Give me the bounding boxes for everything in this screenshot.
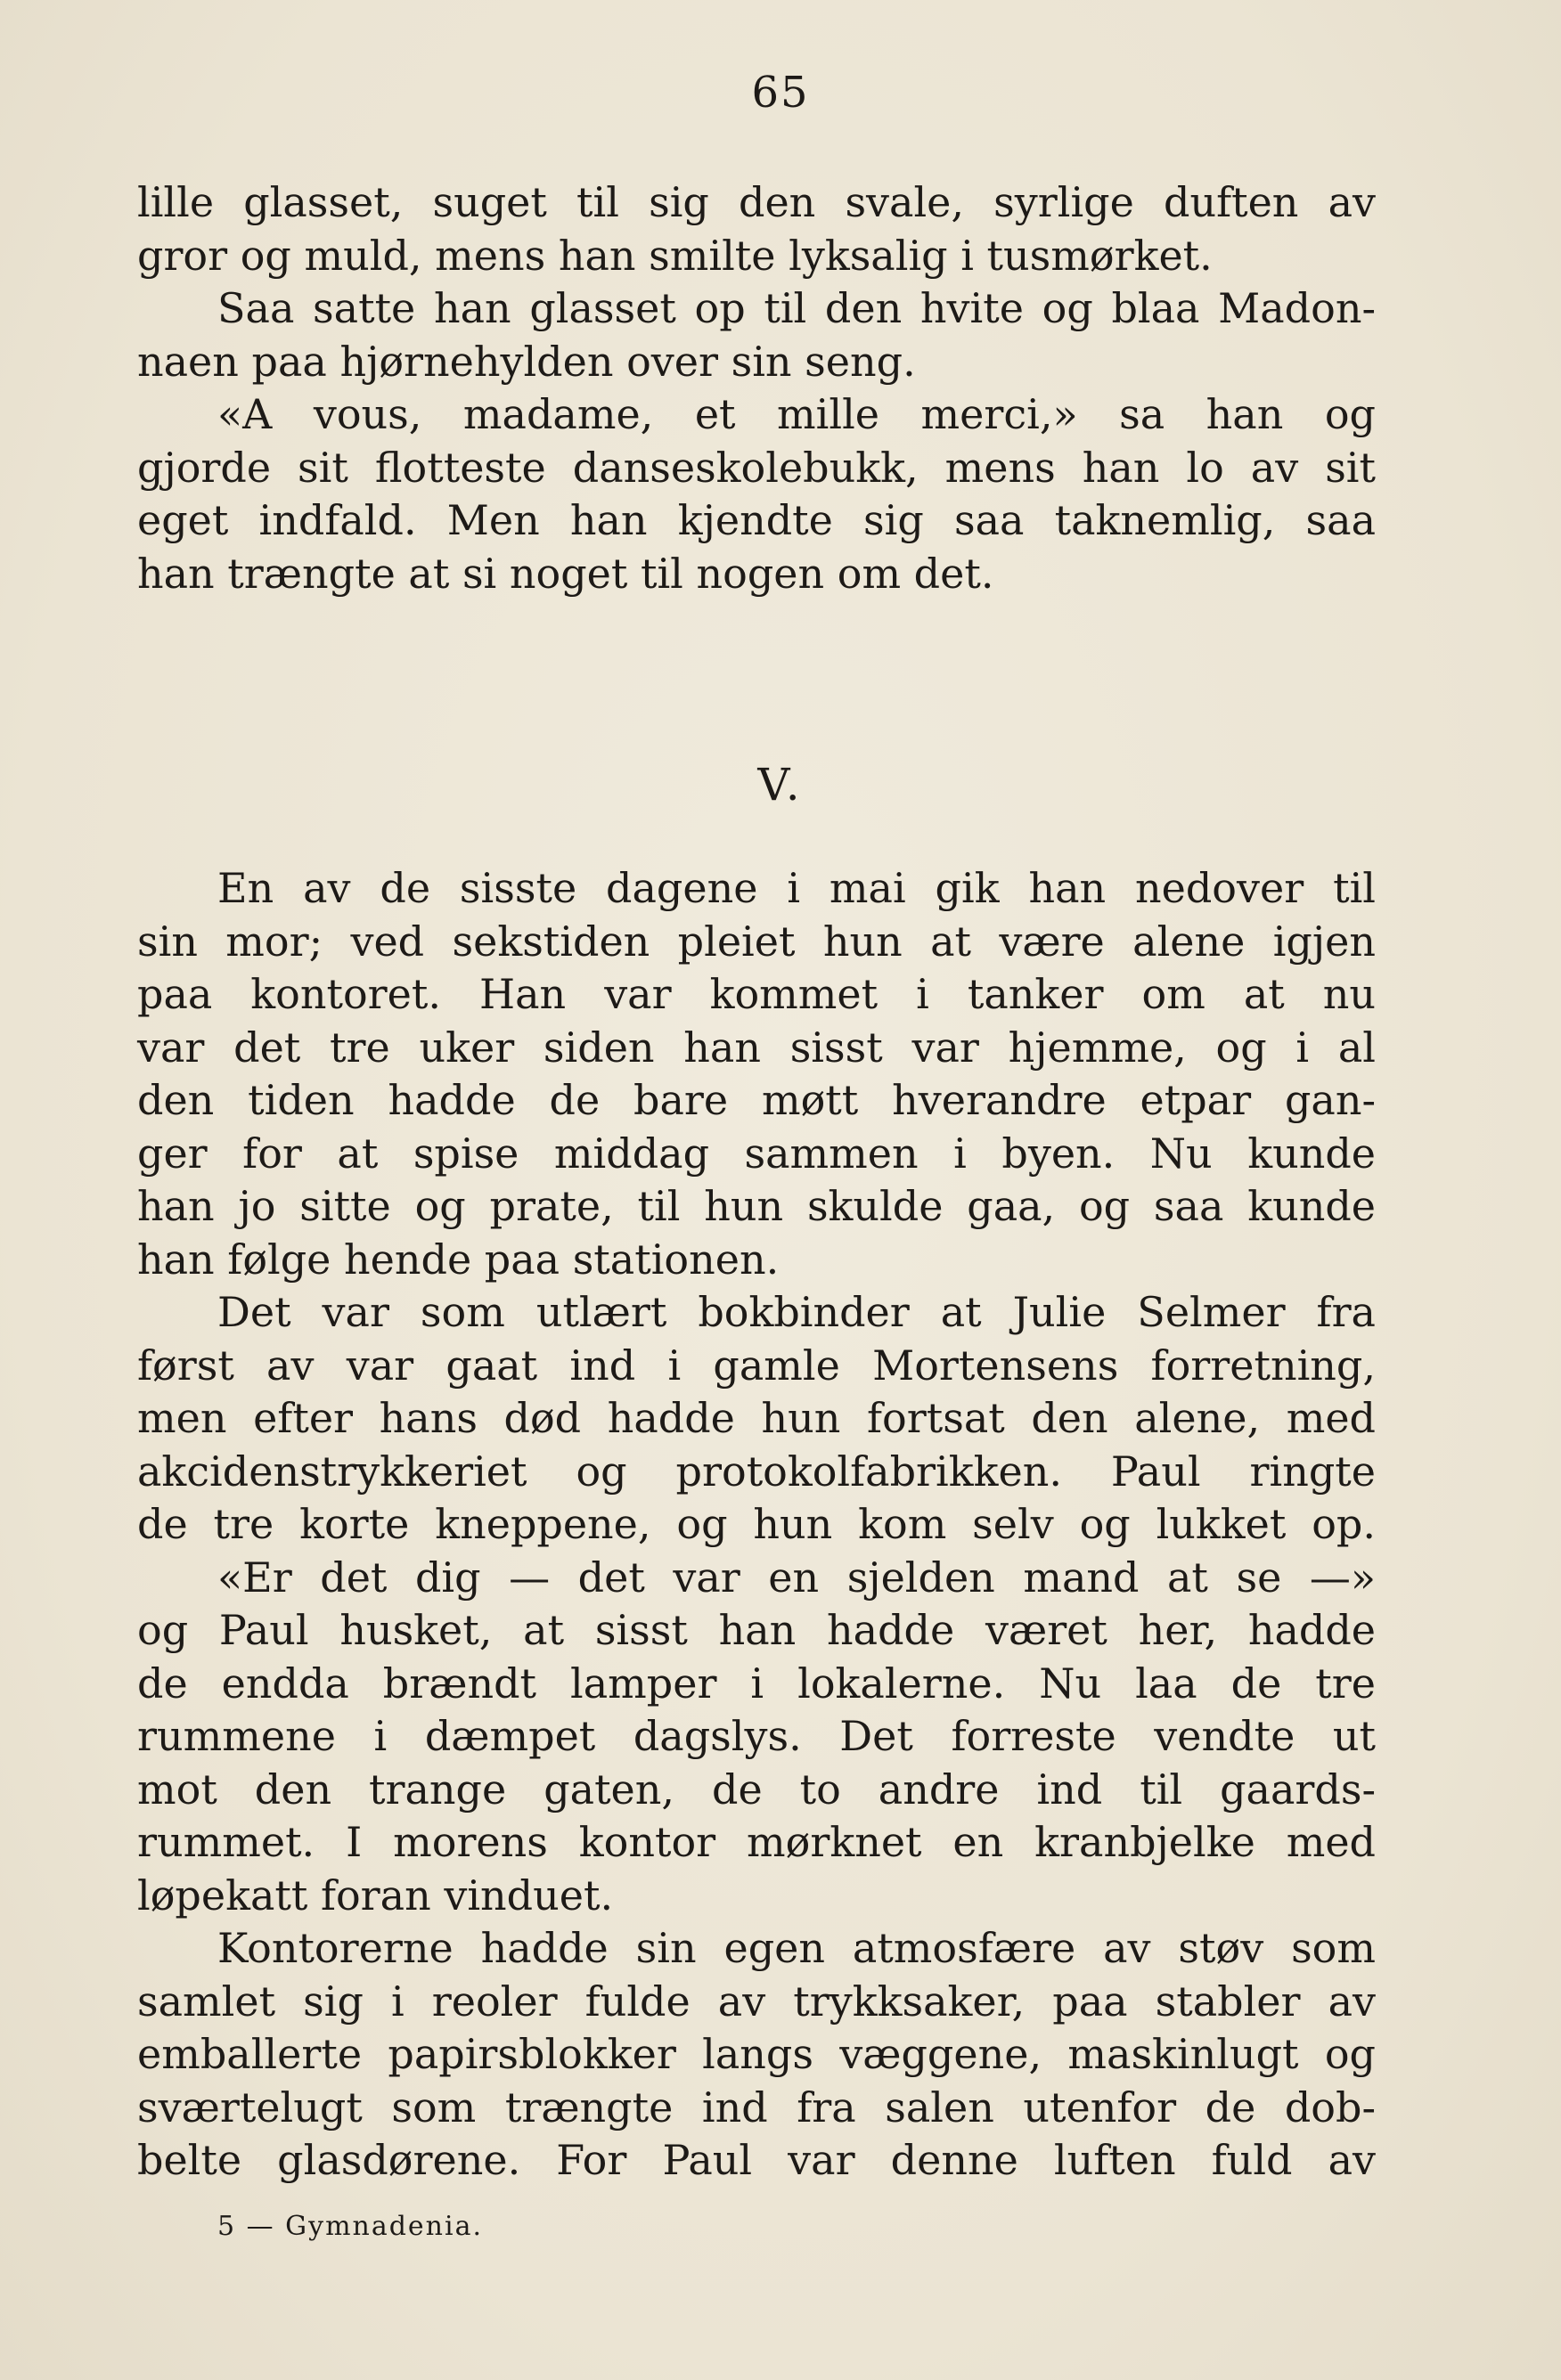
text-line: belte glasdørene. For Paul var denne luften fuld av bbox=[137, 2136, 1376, 2184]
text-line: og Paul husket, at sisst han hadde været her, hadde bbox=[137, 1606, 1376, 1654]
signature-footer: 5 — Gymnadenia. bbox=[217, 2211, 484, 2242]
text-line: gjorde sit flotteste danseskolebukk, mens han lo av sit bbox=[137, 443, 1376, 492]
paragraph bbox=[137, 1552, 1376, 1923]
page-number: 65 bbox=[751, 68, 810, 118]
text-line: han trængte at si noget til nogen om det. bbox=[137, 549, 994, 598]
text-line: men efter hans død hadde hun fortsat den alene, med bbox=[137, 1394, 1376, 1442]
text-line: den tiden hadde de bare møtt hverandre etpar gan- bbox=[137, 1076, 1376, 1124]
text-line: «Er det dig — det var en sjelden mand at se —» bbox=[217, 1553, 1376, 1602]
paragraph bbox=[137, 388, 1376, 600]
text-line: de tre korte kneppene, og hun kom selv og lukket op. bbox=[137, 1500, 1376, 1548]
text-line: rummene i dæmpet dagslys. Det forreste vendte ut bbox=[137, 1712, 1376, 1760]
text-line: ger for at spise middag sammen i byen. Nu kunde bbox=[137, 1129, 1376, 1178]
paragraph bbox=[137, 1286, 1376, 1552]
text-line: sværtelugt som trængte ind fra salen utenfor de dob- bbox=[137, 2082, 1376, 2131]
text-line: emballerte papirsblokker langs væggene, maskinlugt og bbox=[137, 2030, 1376, 2078]
text-line: han følge hende paa stationen. bbox=[137, 1235, 780, 1284]
text-line: Saa satte han glasset op til den hvite og blaa Madon- bbox=[217, 284, 1376, 332]
chapter-heading: V. bbox=[757, 759, 804, 811]
paragraph bbox=[137, 282, 1376, 388]
text-line: En av de sisste dagene i mai gik han nedover til bbox=[217, 864, 1376, 912]
text-block-main bbox=[137, 862, 1376, 2188]
text-line: akcidenstrykkeriet og protokolfabrikken. Paul ringte bbox=[137, 1447, 1376, 1496]
text-line: rummet. I morens kontor mørknet en kranbjelke med bbox=[137, 1818, 1376, 1866]
paragraph bbox=[137, 1922, 1376, 2188]
text-line: først av var gaat ind i gamle Mortensens forretning, bbox=[137, 1341, 1376, 1390]
text-line: naen paa hjørnehylden over sin seng. bbox=[137, 337, 916, 386]
text-line: samlet sig i reoler fulde av trykksaker, paa stabler av bbox=[137, 1977, 1376, 2025]
text-line: Det var som utlært bokbinder at Julie Selmer fra bbox=[217, 1288, 1376, 1336]
text-line: løpekatt foran vinduet. bbox=[137, 1871, 614, 1919]
text-line: paa kontoret. Han var kommet i tanker om at nu bbox=[137, 970, 1376, 1018]
text-line: han jo sitte og prate, til hun skulde gaa, og saa kunde bbox=[137, 1182, 1376, 1230]
text-line: gror og muld, mens han smilte lyksalig i tusmørket. bbox=[137, 231, 1213, 280]
text-line: de endda brændt lamper i lokalerne. Nu laa de tre bbox=[137, 1659, 1376, 1708]
paragraph bbox=[137, 176, 1376, 282]
text-line: Kontorerne hadde sin egen atmosfære av støv som bbox=[217, 1924, 1376, 1972]
text-line: sin mor; ved sekstiden pleiet hun at være alene igjen bbox=[137, 917, 1376, 966]
text-line: eget indfald. Men han kjendte sig saa taknemlig, saa bbox=[137, 496, 1376, 544]
text-line: mot den trange gaten, de to andre ind til gaards- bbox=[137, 1765, 1376, 1814]
text-line: «A vous, madame, et mille merci,» sa han og bbox=[217, 390, 1376, 438]
text-line: var det tre uker siden han sisst var hjemme, og i al bbox=[137, 1023, 1376, 1072]
paragraph bbox=[137, 862, 1376, 1286]
text-block-top bbox=[137, 176, 1376, 600]
text-line: lille glasset, suget til sig den svale, syrlige duften av bbox=[137, 178, 1376, 226]
